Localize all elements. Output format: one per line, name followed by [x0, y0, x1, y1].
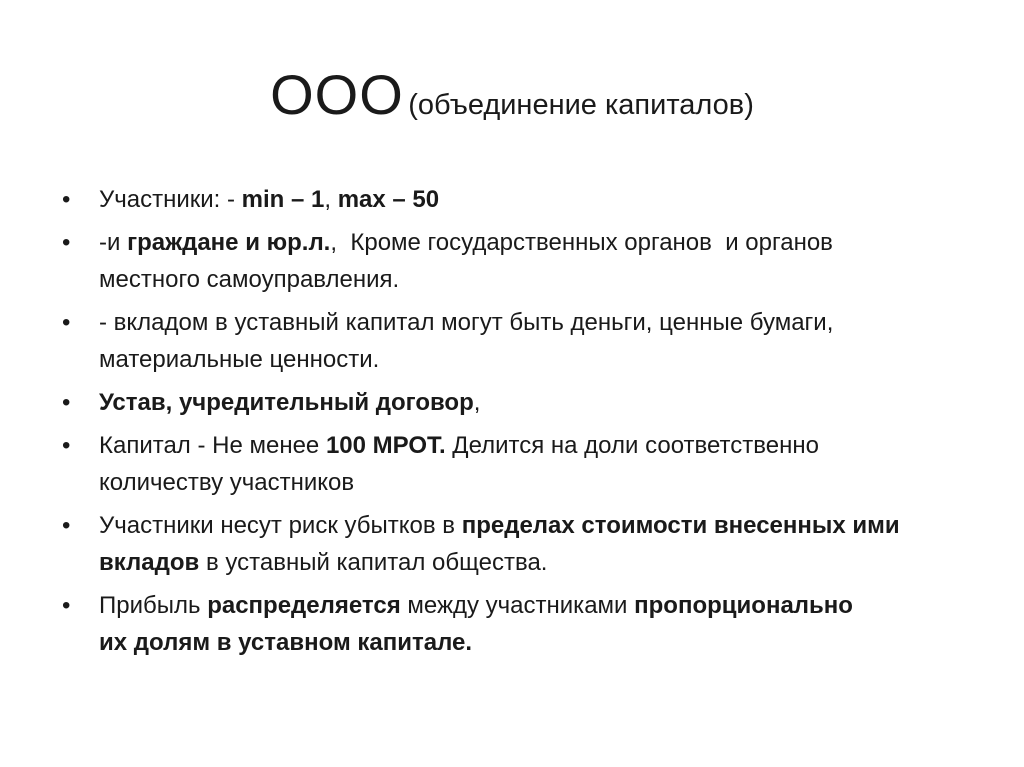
bold-text: их долям в уставном капитале. — [99, 629, 473, 656]
bullet-line — [99, 384, 962, 421]
slide-title — [0, 62, 1024, 127]
bullet-item — [62, 427, 962, 501]
bullet-marker: • — [62, 389, 71, 416]
text-segment: - вкладом в уставный капитал могут быть деньги, ценные бумаги, — [99, 309, 834, 336]
bold-text: распределяется — [207, 592, 401, 619]
bullet-line — [99, 544, 962, 581]
bullet-line — [99, 507, 962, 544]
slide-title-subtitle: (объединение капиталов) — [408, 89, 754, 121]
bullet-marker: • — [62, 309, 71, 336]
text-segment: , — [324, 186, 338, 213]
text-segment: Капитал - Не менее — [99, 432, 326, 459]
text-segment: , Кроме государственных органов и органов — [330, 229, 833, 256]
bullet-line — [99, 587, 962, 624]
bullet-marker: • — [62, 229, 71, 256]
bold-text: Устав, учредительный договор — [99, 389, 474, 416]
text-segment: , — [473, 389, 481, 416]
bold-text: max – 50 — [337, 186, 440, 213]
text-segment: в уставный капитал общества. — [199, 549, 548, 576]
text-segment: Участники несут риск убытков в — [99, 512, 462, 539]
bullet-item — [62, 384, 962, 421]
text-segment: материальные ценности. — [99, 346, 380, 373]
text-segment: количеству участников — [99, 469, 355, 496]
bullet-list — [62, 181, 962, 667]
bullet-line — [99, 341, 962, 378]
slide-title-main: ООО — [270, 63, 404, 126]
bold-text: min – 1 — [241, 186, 325, 213]
bullet-marker: • — [62, 592, 71, 619]
bullet-line — [99, 624, 962, 661]
bullet-item — [62, 181, 962, 218]
bullet-item — [62, 587, 962, 661]
bold-text: граждане и юр.л. — [127, 229, 331, 256]
bullet-line — [99, 181, 962, 218]
text-segment: Участники: - — [99, 186, 242, 213]
bullet-line — [99, 464, 962, 501]
bullet-item — [62, 304, 962, 378]
text-segment: -и — [99, 229, 128, 256]
bullet-marker: • — [62, 512, 71, 539]
bullet-line — [99, 224, 962, 261]
text-segment: Делится на доли соответственно — [445, 432, 819, 459]
bold-text: пропорционально — [634, 592, 853, 619]
bold-text: пределах стоимости внесенных ими — [461, 512, 900, 539]
text-segment: местного самоуправления. — [99, 266, 400, 293]
bullet-line — [99, 261, 962, 298]
text-segment: Прибыль — [99, 592, 208, 619]
bullet-marker: • — [62, 432, 71, 459]
bullet-line — [99, 427, 962, 464]
bullet-line — [99, 304, 962, 341]
bullet-item — [62, 224, 962, 298]
text-segment: между участниками — [400, 592, 635, 619]
bold-text: 100 МРОТ. — [325, 432, 446, 459]
bold-text: вкладов — [99, 549, 200, 576]
bullet-item — [62, 507, 962, 581]
bullet-marker: • — [62, 186, 71, 213]
